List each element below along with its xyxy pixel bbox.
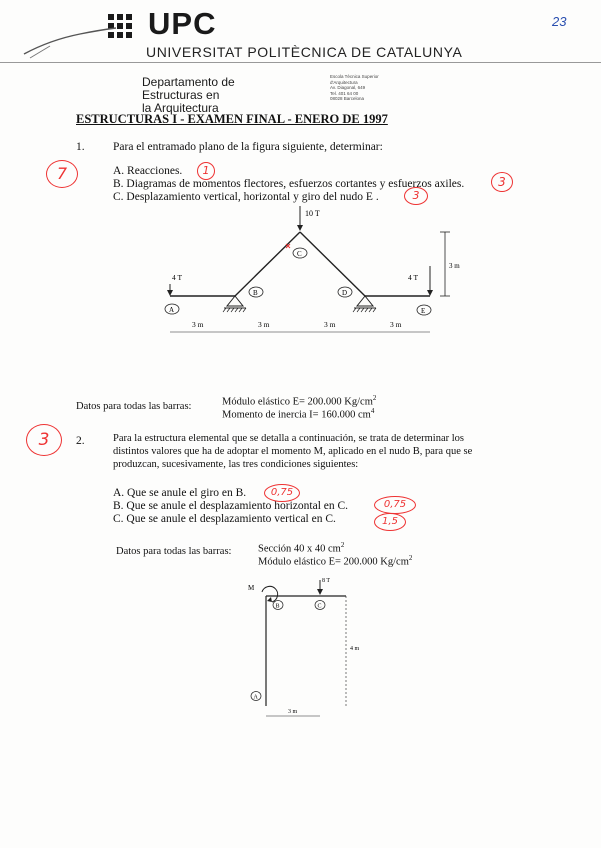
exponent: 2 (340, 541, 345, 549)
problem1-item-b: B. Diagramas de momentos flectores, esfuerzos cortantes y esfuerzos axiles. (113, 178, 465, 190)
height-label: 4 m (350, 646, 360, 652)
score-mark-total-1: 7 (46, 160, 78, 188)
pin-support-d-icon (353, 296, 376, 312)
load-label-top: 10 T (305, 209, 320, 218)
department-name (142, 76, 235, 115)
node-e (417, 305, 431, 315)
inertia-text: Momento de inercia I= 160.000 cm (222, 409, 371, 421)
node-label: B (253, 289, 258, 297)
score-mark-1a: 1 (197, 162, 215, 180)
problem2-data-line1 (258, 541, 344, 555)
department-line: Estructuras en (142, 88, 220, 102)
beam-cd (300, 232, 365, 296)
problem2-statement-line3: produzcan, sucesivamente, las tres condiciones siguientes: (113, 459, 359, 470)
department-line: Departamento de (142, 75, 235, 89)
arrowhead-icon (317, 589, 323, 595)
span-label: 3 m (390, 320, 402, 329)
height-label: 3 m (449, 262, 460, 270)
problem1-statement: Para el entramado plano de la figura siguiente, determinar: (113, 141, 383, 153)
exponent: 2 (372, 394, 377, 402)
arrowhead-icon (297, 225, 303, 231)
moment-label: M (248, 584, 255, 592)
problem1-item-c: C. Desplazamiento vertical, horizontal y giro del nudo E . (113, 191, 379, 203)
page-number: 23 (552, 14, 567, 29)
node-b (273, 601, 283, 610)
frame-figure-2 (240, 570, 380, 730)
exam-title: ESTRUCTURAS I - EXAMEN FINAL - ENERO DE 1997 (76, 112, 388, 126)
score-mark-2b: 0,75 (374, 496, 416, 514)
span-label: 3 m (258, 320, 270, 329)
node-c (315, 601, 325, 610)
node-label: C (317, 603, 322, 610)
university-name: UNIVERSITAT POLITÈCNICA DE CATALUNYA (146, 44, 463, 60)
arrowhead-icon (167, 290, 173, 296)
exponent: 4 (370, 407, 375, 415)
node-a (251, 692, 261, 701)
beam-bc (235, 232, 300, 296)
problem2-statement-line2: distintos valores que ha de adoptar el momento M, aplicado en el nudo B, para que se (113, 446, 473, 457)
modulus-text: Módulo elástico E= 200.000 Kg/cm (258, 556, 409, 568)
score-mark-1c: 3 (404, 187, 428, 205)
address-line: 08028 Barcelona (330, 96, 365, 102)
node-b (249, 287, 263, 297)
pen-mark-icon (20, 18, 120, 60)
node-label: D (342, 289, 348, 297)
section-text: Sección 40 x 40 cm (258, 543, 341, 555)
score-mark-2c: 1,5 (374, 513, 406, 531)
node-label: A (169, 306, 175, 314)
node-label: E (421, 307, 426, 315)
school-address (330, 74, 420, 102)
problem1-data-line2 (222, 407, 374, 421)
problem1-number: 1. (76, 141, 85, 153)
problem2-data-line2 (258, 554, 412, 568)
arrowhead-icon (427, 290, 433, 296)
problem2-data-label: Datos para todas las barras: (116, 546, 232, 557)
node-d (338, 287, 352, 297)
exponent: 2 (408, 554, 413, 562)
address-line: Tel. 401 64 00 (330, 90, 359, 96)
score-mark-1b: 3 (491, 172, 513, 192)
problem2-item-c: C. Que se anule el desplazamiento vertical en C. (113, 513, 336, 525)
problem2-number: 2. (76, 435, 85, 447)
pin-support-b-icon (223, 296, 246, 312)
modulus-text: Módulo elástico E= 200.000 Kg/cm (222, 396, 373, 408)
score-mark-total-2: 3 (26, 424, 62, 456)
department-line: la Arquitectura (142, 101, 219, 115)
arrowhead-icon (267, 597, 272, 602)
frame-figure-1 (140, 200, 480, 340)
address-line: Escola Tècnica Superior (330, 74, 379, 79)
node-label: C (297, 250, 302, 258)
problem1-data-label: Datos para todas las barras: (76, 401, 192, 412)
node-label: B (275, 603, 280, 610)
address-line: d'Arquitectura (330, 79, 358, 85)
problem1-item-a: A. Reacciones. (113, 165, 183, 177)
span-label: 3 m (324, 320, 336, 329)
span-label: 3 m (288, 709, 298, 715)
problem2-item-b: B. Que se anule el desplazamiento horizontal en C. (113, 500, 349, 512)
score-mark-2a: 0,75 (264, 484, 300, 502)
header-divider (0, 62, 601, 63)
problem2-statement-line1: Para la estructura elemental que se detalla a continuación, se trata de determinar los (113, 433, 465, 444)
load-label-right: 4 T (408, 273, 419, 282)
node-label: A (253, 694, 258, 701)
problem1-data-line1 (222, 394, 376, 408)
logo-text: UPC (148, 6, 217, 41)
address-line: Av. Diagonal, 649 (330, 85, 366, 91)
load-label-left: 4 T (172, 273, 183, 282)
load-label: 8 T (322, 578, 331, 584)
node-c (293, 248, 307, 258)
problem2-item-a: A. Que se anule el giro en B. (113, 487, 247, 499)
span-label: 3 m (192, 320, 204, 329)
node-a (165, 304, 179, 314)
